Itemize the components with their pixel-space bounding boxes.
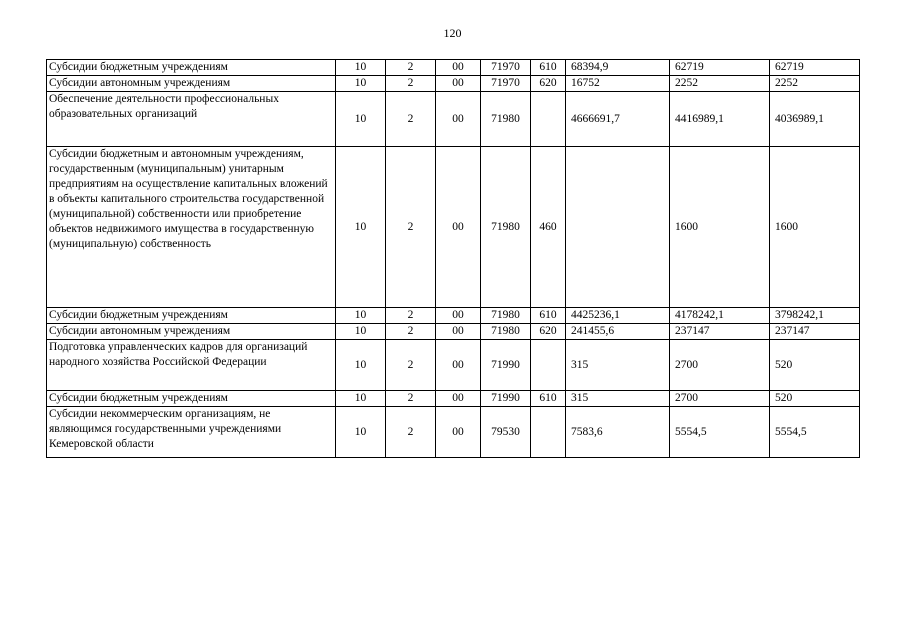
amount-year-3: 520	[770, 391, 860, 407]
table-row	[47, 407, 860, 458]
program-code: 00	[436, 340, 481, 391]
row-name: Субсидии бюджетным учреждениям	[47, 391, 336, 407]
table-row	[47, 92, 860, 147]
target-article-code: 71980	[481, 308, 531, 324]
amount-year-2: 62719	[670, 60, 770, 76]
amount-year-3: 1600	[770, 147, 860, 308]
table-row	[47, 147, 860, 308]
subsection-code: 2	[386, 324, 436, 340]
amount-year-1: 4666691,7	[566, 92, 670, 147]
subsection-code: 2	[386, 308, 436, 324]
expense-type-code	[531, 340, 566, 391]
expense-type-code	[531, 92, 566, 147]
row-name: Субсидии автономным учреждениям	[47, 76, 336, 92]
amount-year-3: 237147	[770, 324, 860, 340]
amount-year-1: 7583,6	[566, 407, 670, 458]
subsection-code: 2	[386, 92, 436, 147]
table-row	[47, 391, 860, 407]
amount-year-3: 3798242,1	[770, 308, 860, 324]
row-name: Субсидии автономным учреждениям	[47, 324, 336, 340]
target-article-code: 79530	[481, 407, 531, 458]
target-article-code: 71970	[481, 76, 531, 92]
amount-year-3: 2252	[770, 76, 860, 92]
amount-year-3: 5554,5	[770, 407, 860, 458]
amount-year-1: 315	[566, 340, 670, 391]
subsection-code: 2	[386, 391, 436, 407]
section-code: 10	[336, 340, 386, 391]
target-article-code: 71970	[481, 60, 531, 76]
amount-year-2: 2700	[670, 391, 770, 407]
budget-table	[46, 59, 860, 458]
expense-type-code	[531, 407, 566, 458]
section-code: 10	[336, 407, 386, 458]
expense-type-code: 610	[531, 391, 566, 407]
row-name: Подготовка управленческих кадров для организаций народного хозяйства Российской Федерации	[47, 340, 336, 391]
expense-type-code: 620	[531, 76, 566, 92]
amount-year-1	[566, 147, 670, 308]
amount-year-2: 237147	[670, 324, 770, 340]
page-number: 120	[443, 26, 462, 40]
table-row	[47, 308, 860, 324]
section-code: 10	[336, 308, 386, 324]
amount-year-1: 241455,6	[566, 324, 670, 340]
program-code: 00	[436, 391, 481, 407]
table-row	[47, 340, 860, 391]
amount-year-2: 2700	[670, 340, 770, 391]
expense-type-code: 620	[531, 324, 566, 340]
target-article-code: 71990	[481, 391, 531, 407]
amount-year-2: 5554,5	[670, 407, 770, 458]
program-code: 00	[436, 60, 481, 76]
target-article-code: 71990	[481, 340, 531, 391]
section-code: 10	[336, 76, 386, 92]
expense-type-code: 610	[531, 60, 566, 76]
section-code: 10	[336, 324, 386, 340]
row-name: Субсидии бюджетным учреждениям	[47, 60, 336, 76]
program-code: 00	[436, 92, 481, 147]
subsection-code: 2	[386, 407, 436, 458]
expense-type-code: 460	[531, 147, 566, 308]
row-name: Субсидии бюджетным и автономным учреждениям, государственным (муниципальным) унитарным предприятиям на осуществление капитальных вложений в объекты капитального строительства государственной (муниципальной) собственности или приобретение объектов недвижимого имущества в государственную (муниципальную) собственность	[47, 147, 336, 308]
program-code: 00	[436, 76, 481, 92]
amount-year-3: 520	[770, 340, 860, 391]
amount-year-2: 4416989,1	[670, 92, 770, 147]
subsection-code: 2	[386, 60, 436, 76]
program-code: 00	[436, 324, 481, 340]
amount-year-2: 1600	[670, 147, 770, 308]
table-row	[47, 76, 860, 92]
expense-type-code: 610	[531, 308, 566, 324]
table-row	[47, 60, 860, 76]
row-name: Субсидии некоммерческим организациям, не являющимся государственными учреждениями Кемеровской области	[47, 407, 336, 458]
target-article-code: 71980	[481, 147, 531, 308]
amount-year-1: 68394,9	[566, 60, 670, 76]
program-code: 00	[436, 147, 481, 308]
subsection-code: 2	[386, 76, 436, 92]
target-article-code: 71980	[481, 92, 531, 147]
target-article-code: 71980	[481, 324, 531, 340]
section-code: 10	[336, 147, 386, 308]
section-code: 10	[336, 391, 386, 407]
amount-year-1: 16752	[566, 76, 670, 92]
section-code: 10	[336, 60, 386, 76]
subsection-code: 2	[386, 340, 436, 391]
amount-year-2: 4178242,1	[670, 308, 770, 324]
row-name: Субсидии бюджетным учреждениям	[47, 308, 336, 324]
amount-year-3: 62719	[770, 60, 860, 76]
table-row	[47, 324, 860, 340]
program-code: 00	[436, 308, 481, 324]
program-code: 00	[436, 407, 481, 458]
amount-year-3: 4036989,1	[770, 92, 860, 147]
row-name: Обеспечение деятельности профессиональных образовательных организаций	[47, 92, 336, 147]
subsection-code: 2	[386, 147, 436, 308]
amount-year-1: 315	[566, 391, 670, 407]
amount-year-1: 4425236,1	[566, 308, 670, 324]
amount-year-2: 2252	[670, 76, 770, 92]
section-code: 10	[336, 92, 386, 147]
